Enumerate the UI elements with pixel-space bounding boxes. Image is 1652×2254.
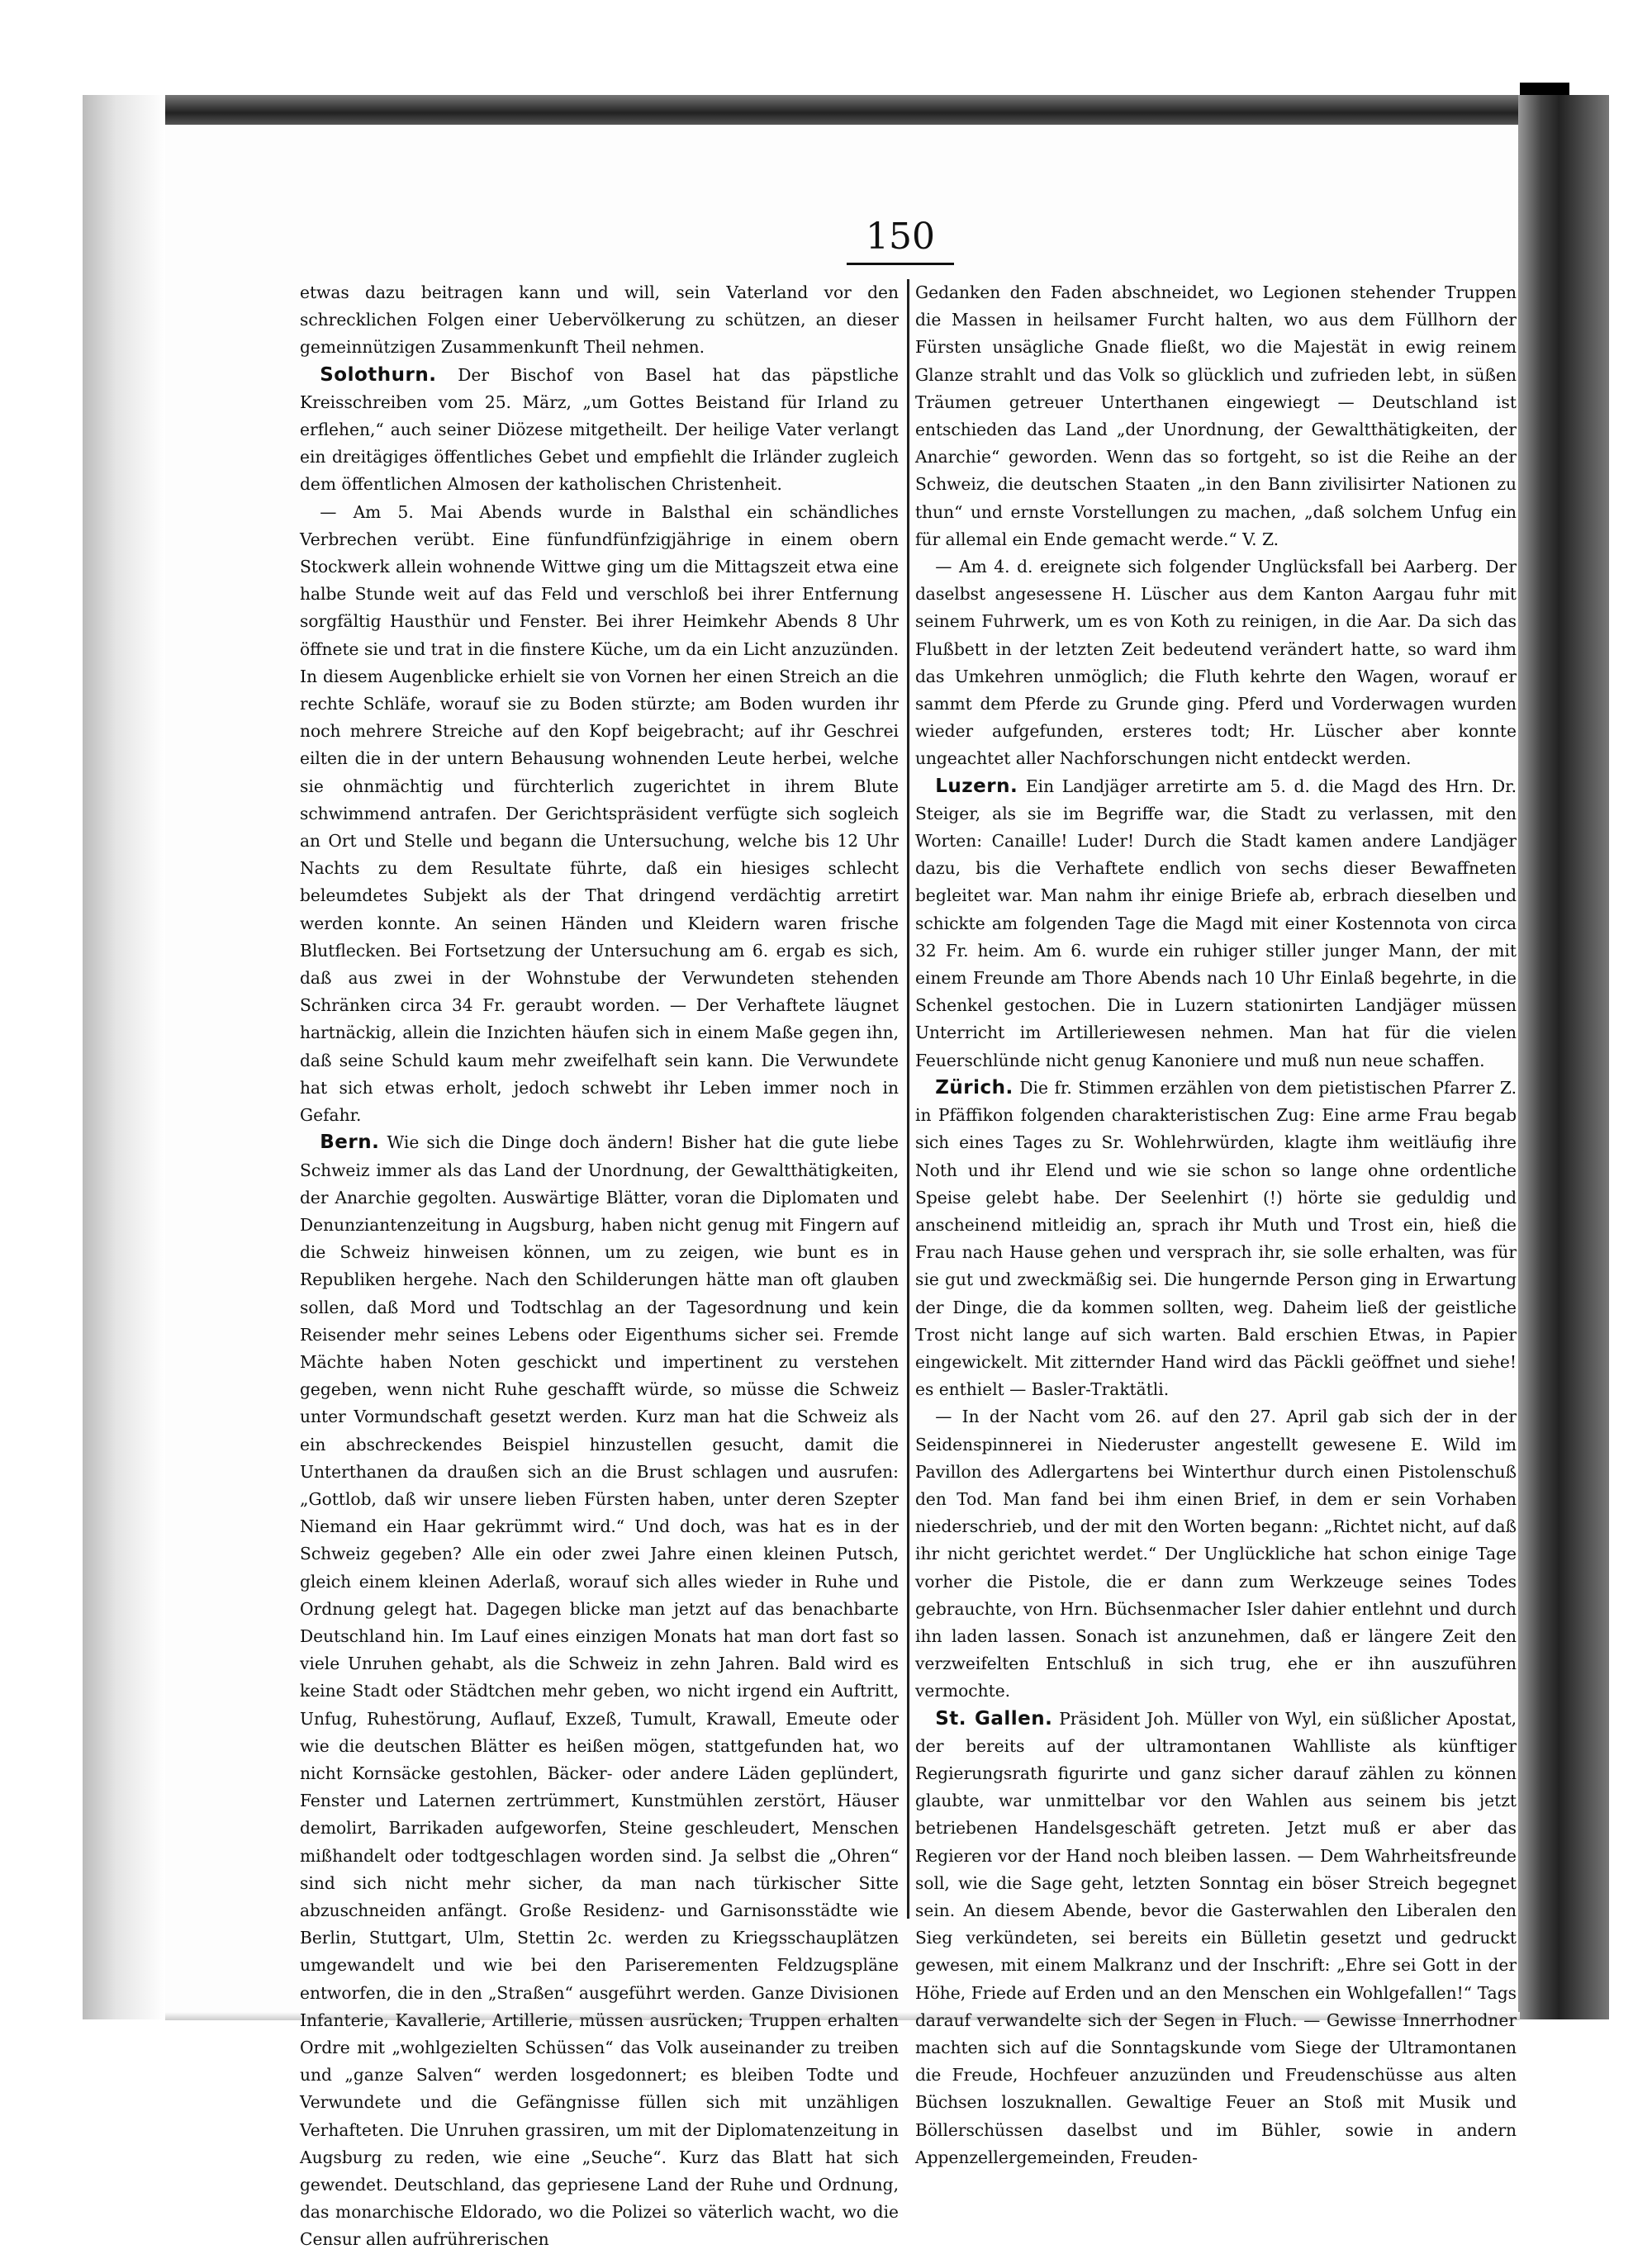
left-column <box>300 279 899 2250</box>
place-heading-st-gallen: St. Gallen. <box>935 1707 1053 1730</box>
page-number: 150 <box>866 216 935 258</box>
right-column <box>915 279 1517 2167</box>
article-st-gallen: St. Gallen. Präsident Joh. Müller von Wyl, ein süßlicher Apostat, der bereits auf der ultramontanen Wahlliste als künftiger Regierungsrath figurirte und ganz sicher darauf zählen zu können glaubte, war unmittelbar vor den Wahlen aus seinem bis jetzt betriebenen Handelsgeschäft getreten. Jetzt muß er aber das Regieren vor der Hand noch bleiben lassen. — Dem Wahrheitsfreunde soll, wie die Sage geht, letzten Sonntag ein böser Streich begegnet sein. An diesem Abende, bevor die Gasterwahlen den Liberalen den Sieg verkündeten, sei bereits ein Bülletin gesetzt und gedruckt gewesen, mit einem Malkranz und der Inschrift: „Ehre sei Gott in der Höhe, Friede auf Erden und an den Menschen ein Wohlgefallen!“ Tags darauf verwandelte sich der Segen in Fluch. — Gewisse Innerrhodner machten sich auf die Sonntagskunde vom Siege der Ultramontanen die Freude, Hochfeuer anzuzünden und Freudenschüsse aus alten Büchsen loszuknallen. Gewaltige Feuer an Stoß mit Musik und Böllerschüssen daselbst und im Bühler, sowie in andern Appenzellergemeinden, Freuden- <box>915 1707 1517 2167</box>
scan-border-right <box>1518 95 1609 2019</box>
scan-border-top <box>83 95 1601 125</box>
article-solothurn-bishop: Solothurn. Der Bischof von Basel hat das päpstliche Kreisschreiben vom 25. März, „um Gottes Beistand für Irland zu erflehen,“ auch seiner Diözese mitgetheilt. Der heilige Vater verlangt ein dreitägiges öffentliches Gebet und empfiehlt die Irländer zugleich dem öffentlichen Almosen der katholischen Christenheit. <box>300 363 899 495</box>
place-heading-luzern: Luzern. <box>935 775 1018 797</box>
scan-border-left <box>83 95 165 2019</box>
header-rule <box>847 263 954 265</box>
article-bern: Bern. Wie sich die Dinge doch ändern! Bisher hat die gute liebe Schweiz immer als das Land der Unordnung, der Gewaltthätigkeiten, der Anarchie gegolten. Auswärtige Blätter, voran die Diplomaten und Denunziantenzeitung in Augsburg, haben nicht genug mit Fingern auf die Schweiz hinweisen können, um zu zeigen, wie bunt es in Republiken hergehe. Nach den Schilderungen hätte man oft glauben sollen, daß Mord und Todtschlag an der Tagesordnung und kein Reisender mehr seines Lebens oder Eigenthums sicher sei. Fremde Mächte haben Noten geschickt und impertinent zu verstehen gegeben, wenn nicht Ruhe geschafft würde, so müsse die Schweiz unter Vormundschaft gesetzt werden. Kurz man hat die Schweiz als ein abschreckendes Beispiel hinzustellen gesucht, damit die Unterthanen da draußen sich an die Brust schlagen und ausrufen: „Gottlob, daß wir unsere lieben Fürsten haben, unter deren Szepter Niemand ein Haar gekrümmt wird.“ Und doch, was hat es in der Schweiz gegeben? Alle ein oder zwei Jahre einen kleinen Putsch, gleich einem kleinen Aderlaß, worauf sich alles wieder in Ruhe und Ordnung gelegt hat. Dagegen blicke man jetzt auf das benachbarte Deutschland hin. Im Lauf eines einzigen Monats hat man dort fast so viele Unruhen gehabt, als die Schweiz in zehn Jahren. Bald wird es keine Stadt oder Städtchen mehr geben, wo nicht irgend ein Auftritt, Unfug, Ruhestörung, Auflauf, Exzeß, Tumult, Krawall, Emeute oder wie die deutschen Blätter es heißen mögen, stattgefunden hat, wo nicht Kornsäcke gestohlen, Bäcker- oder andere Läden geplündert, Fenster und Laternen zertrümmert, Kunstmühlen zerstört, Häuser demolirt, Barrikaden aufgeworfen, Steine geschleudert, Menschen mißhandelt oder todtgeschlagen worden sind. Ja selbst die „Ohren“ sind sich nicht mehr sicher, da man nach türkischer Sitte abzuschneiden anfängt. Große Residenz- und Garnisonsstädte wie Berlin, Stuttgart, Ulm, Stettin 2c. werden zu Kriegsschauplätzen umgewandelt und wie bei den Pariserementen Feldzugspläne entworfen, die in den „Straßen“ ausgeführt werden. Ganze Divisionen Infanterie, Kavallerie, Artillerie, müssen ausrücken; Truppen erhalten Ordre mit „wohlgezielten Schüssen“ das Volk auseinander zu treiben und „ganze Salven“ werden losgedonnert; es bleiben Todte und Verwundete und die Gefängnisse füllen sich mit unzähligen Verhafteten. Die Unruhen grassiren, um mit der Diplomatenzeitung in Augsburg zu reden, wie eine „Seuche“. Kurz das Blatt hat sich gewendet. Deutschland, das gepriesene Land der Ruhe und Ordnung, das monarchische Eldorado, wo die Polizei so väterlich wacht, wo die Censur allen aufrührerischen <box>300 1132 899 2250</box>
article-continuation: etwas dazu beitragen kann und will, sein Vaterland vor den schrecklichen Folgen einer Uebervölkerung zu schützen, an dieser gemeinnützigen Zusammenkunft Theil nehmen. <box>300 282 899 358</box>
place-heading-solothurn: Solothurn. <box>320 363 437 386</box>
article-luzern: Luzern. Ein Landjäger arretirte am 5. d. die Magd des Hrn. Dr. Steiger, als sie im Begriffe war, die Stadt zu verlassen, mit den Worten: Canaille! Luder! Durch die Stadt kamen andere Landjäger dazu, bis die Verhaftete endlich von sechs dieser Bewaffneten begleitet war. Man nahm ihr einige Briefe ab, erbrach dieselben und schickte am folgenden Tage die Magd mit einer Kostennota von circa 32 Fr. heim. Am 6. wurde ein ruhiger stiller junger Mann, der mit einem Freunde am Thore Abends nach 10 Uhr Einlaß begehrte, in die Schenkel gestochen. Die in Luzern stationirten Landjäger müssen Unterricht im Artilleriewesen nehmen. Man hat für die vielen Feuerschlünde nicht genug Kanoniere und muß nun neue schaffen. <box>915 775 1517 1070</box>
column-divider <box>907 279 909 1919</box>
article-zuerich: Zürich. Die fr. Stimmen erzählen von dem pietistischen Pfarrer Z. in Pfäffikon folgenden charakteristischen Zug: Eine arme Frau begab sich eines Tages zu Sr. Wohlehrwürden, klagte ihm weitläufig ihre Noth und ihr Elend und wie sie schon so lange ohne ordentliche Speise gelebt habe. Der Seelenhirt (!) hörte sie geduldig und anscheinend mitleidig an, sprach ihr Muth und Trost ein, hieß die Frau nach Hause gehen und versprach ihr, sie solle erhalten, was für sie gut und zweckmäßig sei. Die hungernde Person ging in Erwartung der Dinge, die da kommen sollten, weg. Daheim ließ der geistliche Trost nicht lange auf sich warten. Bald erschien Etwas, in Papier eingewickelt. Mit zitternder Hand wird das Päckli geöffnet und siehe! es enthielt — Basler-Traktätli. <box>915 1076 1517 1400</box>
place-heading-bern: Bern. <box>320 1132 380 1154</box>
article-aarberg-accident: — Am 4. d. ereignete sich folgender Unglücksfall bei Aarberg. Der daselbst angesessene H. Lüscher aus dem Kanton Aargau fuhr mit seinem Fuhrwerk, um es von Koth zu reinigen, in die Aar. Da sich das Flußbett in der letzten Zeit bedeutend verändert hatte, so ward ihm das Umkehren unmöglich; die Fluth kehrte den Wagen, worauf er sammt dem Pferde zu Grunde ging. Pferd und Vorderwagen wurden wieder aufgefunden, ersteres todt; Hr. Lüscher aber konnte ungeachtet aller Nachforschungen nicht entdeckt werden. <box>915 557 1517 769</box>
article-niederuster: — In der Nacht vom 26. auf den 27. April gab sich der in der Seidenspinnerei in Niederuster angestellt gewesene E. Wild im Pavillon des Adlergartens bei Winterthur durch einen Pistolenschuß den Tod. Man fand bei ihm einen Brief, in dem er sein Vorhaben niederschrieb, und der mit den Worten begann: „Richtet nicht, auf daß ihr nicht gerichtet werdet.“ Der Unglückliche hat schon einige Tage vorher die Pistole, die er dann zum Werkzeuge seines Todes gebrauchte, von Hrn. Büchsenmacher Isler dahier entlehnt und durch ihn laden lassen. Sonach ist anzunehmen, daß er längere Zeit den verzweifelten Entschluß in sich trug, ehe er ihn auszuführen vermochte. <box>915 1407 1517 1701</box>
place-heading-zuerich: Zürich. <box>935 1076 1014 1099</box>
article-balsthal-crime: — Am 5. Mai Abends wurde in Balsthal ein schändliches Verbrechen verübt. Eine fünfundfünfzigjährige in einem obern Stockwerk allein wohnende Wittwe ging um die Mittagszeit etwa eine halbe Stunde weit auf das Feld und verschloß bei ihrer Entfernung sorgfältig Hausthür und Fenster. Bei ihrer Heimkehr Abends 8 Uhr öffnete sie und trat in die finstere Küche, um da ein Licht anzuzünden. In diesem Augenblicke erhielt sie von Vornen her einen Streich an die rechte Schläfe, worauf sie zu Boden stürzte; am Boden wurden ihr noch mehrere Streiche auf den Kopf beigebracht; auf ihr Geschrei eilten die in der untern Behausung wohnenden Leute herbei, welche sie ohnmächtig und fürchterlich zugerichtet in ihrem Blute schwimmend antrafen. Der Gerichtspräsident verfügte sich sogleich an Ort und Stelle und begann die Untersuchung, welche bis 12 Uhr Nachts zu dem Resultate führte, daß ein hiesiges schlecht beleumdetes Subjekt als der That dringend verdächtig arretirt werden konnte. An seinen Händen und Kleidern waren frische Blutflecken. Bei Fortsetzung der Untersuchung am 6. ergab es sich, daß aus zwei in der Wohnstube der Verwundeten stehenden Schränken circa 34 Fr. geraubt worden. — Der Verhaftete läugnet hartnäckig, allein die Inzichten häufen sich in einem Maße gegen ihn, daß seine Schuld kaum mehr zweifelhaft sein kann. Die Verwundete hat sich etwas erholt, jedoch schwebt ihr Leben immer noch in Gefahr. <box>300 501 899 1126</box>
article-bern-continuation: Gedanken den Faden abschneidet, wo Legionen stehender Truppen die Massen in heilsamer Furcht halten, wo aus dem Füllhorn der Fürsten unsägliche Gnade fließt, wo die Majestät in ewig reinem Glanze strahlt und das Volk so glücklich und zufrieden lebt, in süßen Träumen getreuer Unterthanen eingewiegt — Deutschland ist entschieden das Land „der Unordnung, der Gewaltthätigkeiten, der Anarchie“ geworden. Wenn das so fortgeht, so ist die Reihe an der Schweiz, die deutschen Staaten „in den Bann zivilisirter Nationen zu thun“ und ernste Vorstellungen zu machen, „daß solchem Unfug ein für allemal ein Ende gemacht werde.“ V. Z. <box>915 282 1517 549</box>
